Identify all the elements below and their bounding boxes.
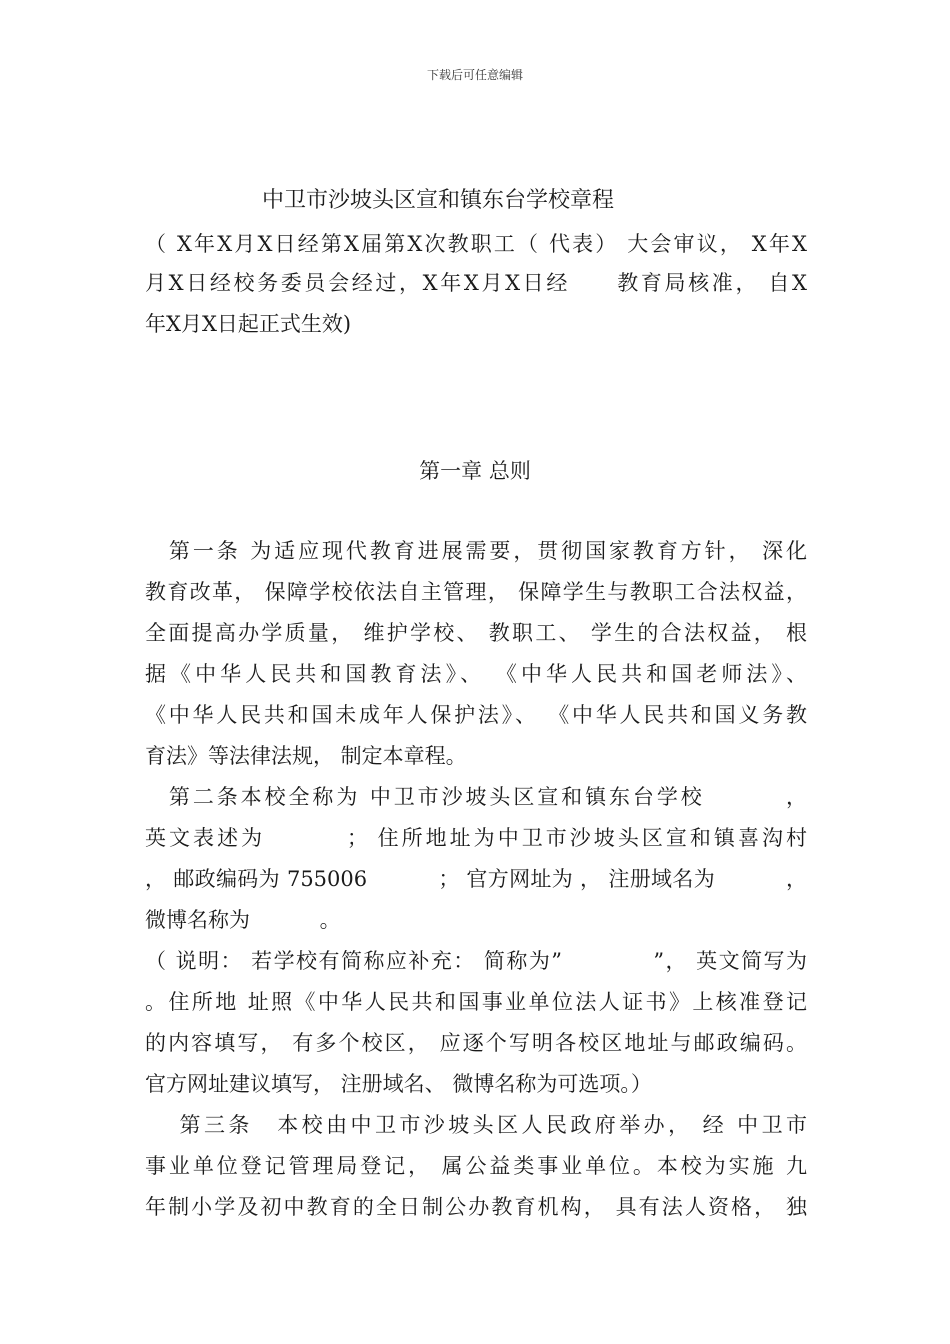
subtitle-line: 年X月X日起正式生效) xyxy=(145,312,352,336)
article-2-line: 英文表述为 ； 住所地址为中卫市沙坡头区宣和镇喜沟村 xyxy=(145,826,807,850)
article-2-line: ， 邮政编码为 755006 ； 官方网址为 ， 注册域名为 ， xyxy=(145,867,807,891)
article-1-line: 全面提高办学质量， 维护学校、 教职工、 学生的合法权益， 根 xyxy=(145,621,807,645)
article-3-line: 第三条 本校由中卫市沙坡头区人民政府举办， 经 中卫市 xyxy=(145,1113,807,1137)
article-1-line: 育法》等法律法规， 制定本章程。 xyxy=(145,744,467,768)
chapter-heading: 第一章 总则 xyxy=(419,459,531,483)
article-1-line: 《中华人民共和国未成年人保护法》、 《中华人民共和国义务教 xyxy=(145,703,807,727)
note-line: （ 说明： 若学校有简称应补充： 简称为” ”， 英文简写为 xyxy=(145,949,807,973)
subtitle-line: （ X年X月X日经第X届第X次教职工（ 代表） 大会审议， X年X xyxy=(145,232,807,256)
note-line: 。住所地 址照《中华人民共和国事业单位法人证书》上核准登记 xyxy=(145,990,807,1014)
header-note: 下载后可任意编辑 xyxy=(426,68,523,82)
subtitle-line: 月X日经校务委员会经过，X年X月X日经 教育局核准， 自X xyxy=(145,271,807,295)
article-1-line: 第一条 为适应现代教育进展需要，贯彻国家教育方针， 深化 xyxy=(145,539,807,563)
note-line: 官方网址建议填写， 注册域名、 微博名称为可选项。） xyxy=(145,1072,652,1096)
note-line: 的内容填写， 有多个校区， 应逐个写明各校区地址与邮政编码。 xyxy=(145,1031,807,1055)
article-2-line: 微博名称为 。 xyxy=(145,908,341,932)
article-2-line: 第二条本校全称为 中卫市沙坡头区宣和镇东台学校 ， xyxy=(145,785,807,809)
article-1-line: 教育改革， 保障学校依法自主管理， 保障学生与教职工合法权益， xyxy=(145,580,807,604)
document-title: 中卫市沙坡头区宣和镇东台学校章程 xyxy=(262,188,615,213)
article-3-line: 事业单位登记管理局登记， 属公益类事业单位。本校为实施 九 xyxy=(145,1154,807,1178)
article-3-line: 年制小学及初中教育的全日制公办教育机构， 具有法人资格， 独 xyxy=(145,1195,807,1219)
article-1-line: 据《中华人民共和国教育法》、 《中华人民共和国老师法》、 xyxy=(145,662,807,686)
